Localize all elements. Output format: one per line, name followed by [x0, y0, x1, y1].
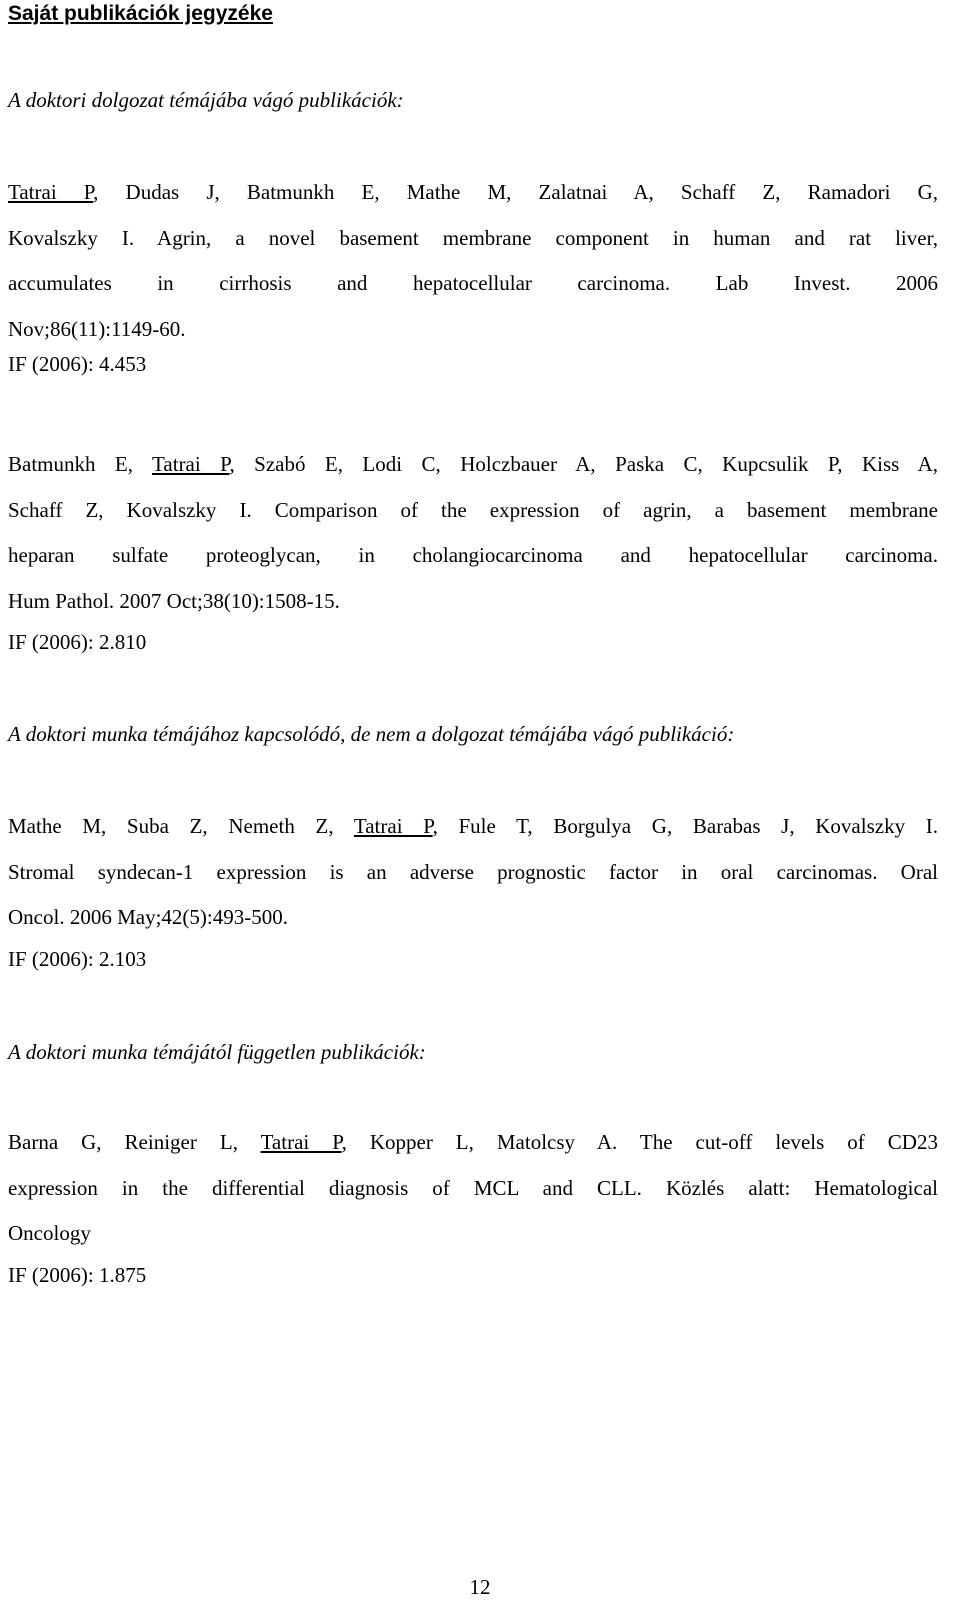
- own-name-highlight: Tatrai P: [353, 814, 433, 838]
- own-name-highlight: Tatrai P: [8, 180, 94, 204]
- section-title-related: A doktori munka témájához kapcsolódó, de nem a dolgozat témájába vágó publikáció:: [8, 722, 735, 746]
- publication-line: Hum Pathol. 2007 Oct;38(10):1508-15.: [8, 588, 340, 613]
- section-title-thesis: A doktori dolgozat témájába vágó publikációk:: [8, 88, 404, 112]
- publication-line: Batmunkh E, Tatrai P, Szabó E, Lodi C, Holczbauer A, Paska C, Kupcsulik P, Kiss A,: [8, 452, 938, 476]
- impact-factor: IF (2006): 1.875: [8, 1262, 147, 1287]
- publication-line: Stromal syndecan-1 expression is an adverse prognostic factor in oral carcinomas. Oral: [8, 859, 938, 884]
- publication-line: Kovalszky I. Agrin, a novel basement membrane component in human and rat liver,: [8, 225, 938, 250]
- publication-line: accumulates in cirrhosis and hepatocellular carcinoma. Lab Invest. 2006: [8, 271, 938, 295]
- publication-line: Mathe M, Suba Z, Nemeth Z, Tatrai P, Fule T, Borgulya G, Barabas J, Kovalszky I.: [8, 814, 938, 838]
- page-number: 12: [469, 1575, 491, 1599]
- publication-line: Oncol. 2006 May;42(5):493-500.: [8, 905, 288, 929]
- publication-line: heparan sulfate proteoglycan, in cholangiocarcinoma and hepatocellular carcinoma.: [8, 543, 938, 567]
- own-name-highlight: Tatrai P: [260, 1130, 342, 1154]
- page-title: Saját publikációk jegyzéke: [8, 2, 273, 25]
- own-name-highlight: Tatrai P: [152, 452, 230, 476]
- publication-entry: [8, 170, 938, 388]
- publication-entry: [8, 804, 938, 982]
- impact-factor: IF (2006): 2.810: [8, 630, 147, 654]
- publication-line: Schaff Z, Kovalszky I. Comparison of the expression of agrin, a basement membrane: [8, 497, 938, 522]
- impact-factor: IF (2006): 4.453: [8, 352, 147, 376]
- impact-factor: IF (2006): 2.103: [8, 946, 147, 971]
- publication-line: expression in the differential diagnosis of MCL and CLL. Közlés alatt: Hematological: [8, 1175, 938, 1200]
- publication-line: Tatrai P, Dudas J, Batmunkh E, Mathe M, Zalatnai A, Schaff Z, Ramadori G,: [8, 180, 938, 204]
- publication-entry: [8, 442, 938, 666]
- section-title-independent: A doktori munka témájától független publikációk:: [8, 1040, 426, 1064]
- publication-line: Barna G, Reiniger L, Tatrai P, Kopper L, Matolcsy A. The cut-off levels of CD23: [8, 1130, 938, 1154]
- publication-line: Nov;86(11):1149-60.: [8, 316, 186, 341]
- publication-line: Oncology: [8, 1221, 91, 1245]
- publication-entry: [8, 1120, 938, 1298]
